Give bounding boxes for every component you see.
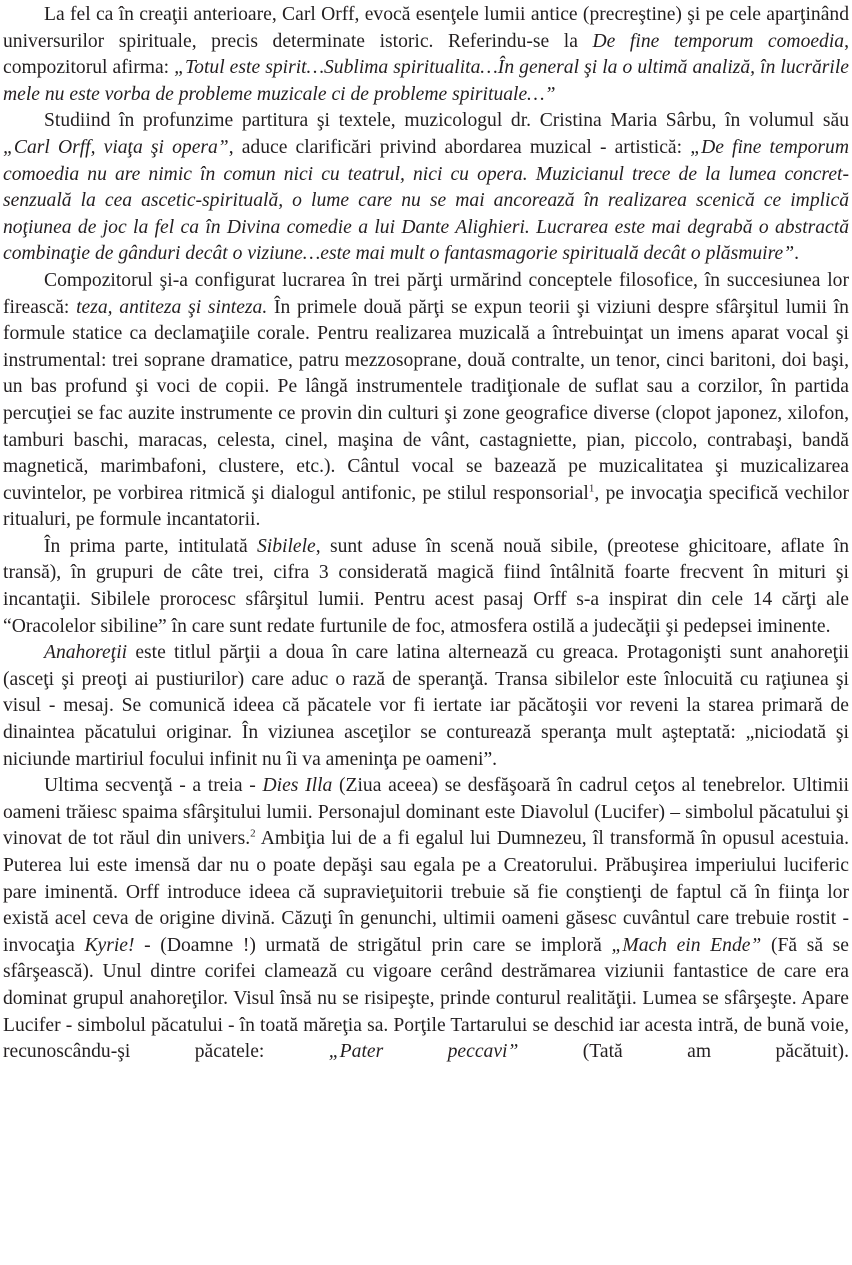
paragraph-sibilele: [3, 534, 849, 640]
italic-text: Kyrie!: [84, 934, 135, 956]
italic-text: „Pater peccavi”: [328, 1041, 519, 1063]
text-run: La fel ca în creaţii anterioare, Carl Orff, evocă esenţele lumii antice (precreştine) şi pe cele aparţinând universurilor spirituale, precis determinate istoric. Referindu-se la: [3, 4, 849, 52]
text-run: - (Doamne !) urmată de strigătul prin care se imploră: [134, 934, 612, 956]
footnote-ref: 1: [588, 482, 595, 495]
paragraph-structure: [3, 268, 849, 534]
italic-text: teza, antiteza şi sinteza.: [76, 296, 268, 318]
text-run: Ambiţia lui de a fi egalul lui Dumnezeu, îl transformă în opusul acestuia. Puterea lui este imensă dar nu o poate depăşi sau egala pe a Creatorului. Prăbuşirea imperiului luciferic pare iminentă. Orff introduce ideea că supravieţuitorii trebuie să fie conştienţi de faptul că în fiinţa lor există acel ceva de origine divină. Căzuţi în genunchi, ultimii oameni găsesc cuvântul care trebuie rostit - invocaţia: [3, 828, 849, 956]
paragraph-anahoretii: [3, 640, 849, 773]
text-run: Compozitorul şi-a configurat lucrarea în trei părţi urmărind conceptele filosofice, în succesiunea lor firească:: [3, 269, 849, 318]
text-run: (Tată am păcătuit).: [518, 1041, 849, 1063]
italic-text: „Carl Orff, viaţa şi opera”: [3, 136, 229, 158]
italic-text: Dies Illa: [262, 775, 333, 797]
text-run: În primele două părţi se expun teorii şi viziuni despre sfârşitul lumii în formule statice ca declamaţiile corale. Pentru realizarea muzicală a întrebuinţat un imens aparat vocal şi instrumental: trei soprane dramatice, patru mezzosoprane, două contralte, un tenor, cinci baritoni, doi başi, un bas profund şi voci de copii. Pe lângă instrumentele tradiţionale de suflat sau a corzilor, în partida percuţiei se fac auzite instrumente ce provin din culturi şi zone geografice diverse (clopot japonez, xilofon, tamburi baschi, maracas, celesta, cinel, maşina de vânt, castagniette, pian, piccolo, contrabaşi, bandă magnetică, marimbafoni, clustere, etc.). Cântul vocal se bazează pe muzicalitatea şi muzicalizarea cuvintelor, pe vorbirea ritmică şi dialogul antifonic, pe stilul responsorial: [3, 296, 849, 504]
italic-text: Anahoreţii: [44, 642, 128, 664]
paragraph-dies-illa: [3, 773, 849, 1066]
italic-text: „De fine temporum comoedia nu are nimic în comun nici cu teatrul, nici cu opera. Muzicianul trece de la lumea concret-senzuală la cea ascetic-spirituală, o lume care nu se mai ancorează în realizarea scenică ce implică noţiunea de joc la fel ca în Divina comedie a lui Dante Alighieri. Lucrarea este mai degrabă o abstractă combinaţie de gânduri decât o viziune…este mai mult o fantasmagorie spirituală decât o plăsmuire”: [3, 136, 849, 265]
italic-text: „Totul este spirit…Sublima spiritualita…În general şi la o ultimă analiză, în lucrările mele nu este vorba de probleme muzicale ci de probleme spirituale…”: [3, 57, 849, 105]
footnote-ref: 2: [250, 827, 256, 840]
text-run: , pe invocaţia specifică vechilor ritualuri, pe formule incantatorii.: [3, 482, 849, 531]
italic-text: „Mach ein Ende”: [611, 934, 762, 956]
text-run: Ultima secvenţă - a treia -: [44, 775, 263, 797]
paragraph-sarbu-study: [3, 108, 849, 268]
italic-text: De fine temporum comoedia: [592, 30, 845, 52]
text-run: , aduce clarificări privind abordarea muzical - artistică:: [228, 136, 691, 158]
text-run: este titlul părţii a doua în care latina alternează cu greaca. Protagonişti sunt anahoreţii (asceţi şi preoţi ai pustiurilor) care aduc o rază de speranţă. Transa sibilelor este înlocuită cu raţiunea şi visul - mesaj. Se comunică ideea că păcatele vor fi iertate iar păcătoşii vor reveni la starea primară de dinaintea păcatului originar. În viziunea asceţilor se conturează speranţa mult aşteptată: „niciodată şi niciunde martiriul focului infinit nu îi va ameninţa pe oameni”.: [3, 642, 849, 770]
italic-text: Sibilele: [256, 535, 316, 557]
text-run: (Fă să se sfârşească). Unul dintre corifei clamează cu vigoare cerând destrămarea viziunii fantastice de care era dominat grupul anahoreţilor. Visul însă nu se risipeşte, prinde conturul realităţii. Lumea se sfârşeşte. Apare Lucifer - simbolul păcatului - în toată măreţia sa. Porţile Tartarului se deschid iar acesta intră, de bună voie, recunoscându-şi păcatele:: [3, 934, 849, 1063]
text-run: (Ziua aceea) se desfăşoară în cadrul ceţos al tenebrelor. Ultimii oameni trăiesc spaima sfârşitului lumii. Personajul dominant este Diavolul (Lucifer) – simbolul păcatului şi vinovat de tot răul din univers.: [3, 775, 849, 850]
text-run: .: [794, 243, 800, 265]
text-run: Studiind în profunzime partitura şi textele, muzicologul dr. Cristina Maria Sârbu, în volumul său: [44, 110, 849, 132]
text-run: , compozitorul afirma:: [3, 30, 850, 79]
text-run: , sunt aduse în scenă nouă sibile, (preotese ghicitoare, aflate în transă), în grupuri de câte trei, cifra 3 considerată magică fiind întâlnită foarte frecvent în mituri şi incantaţii. Sibilele prorocesc sfârşitul lumii. Pentru acest pasaj Orff s-a inspirat din cele 14 cărţi ale “Oracolelor sibiline” în care sunt redate furtunile de foc, atmosfera ostilă a judecăţii şi pedepsei iminente.: [3, 535, 849, 637]
text-run: În prima parte, intitulată: [44, 535, 257, 557]
paragraph-intro: [3, 2, 849, 108]
